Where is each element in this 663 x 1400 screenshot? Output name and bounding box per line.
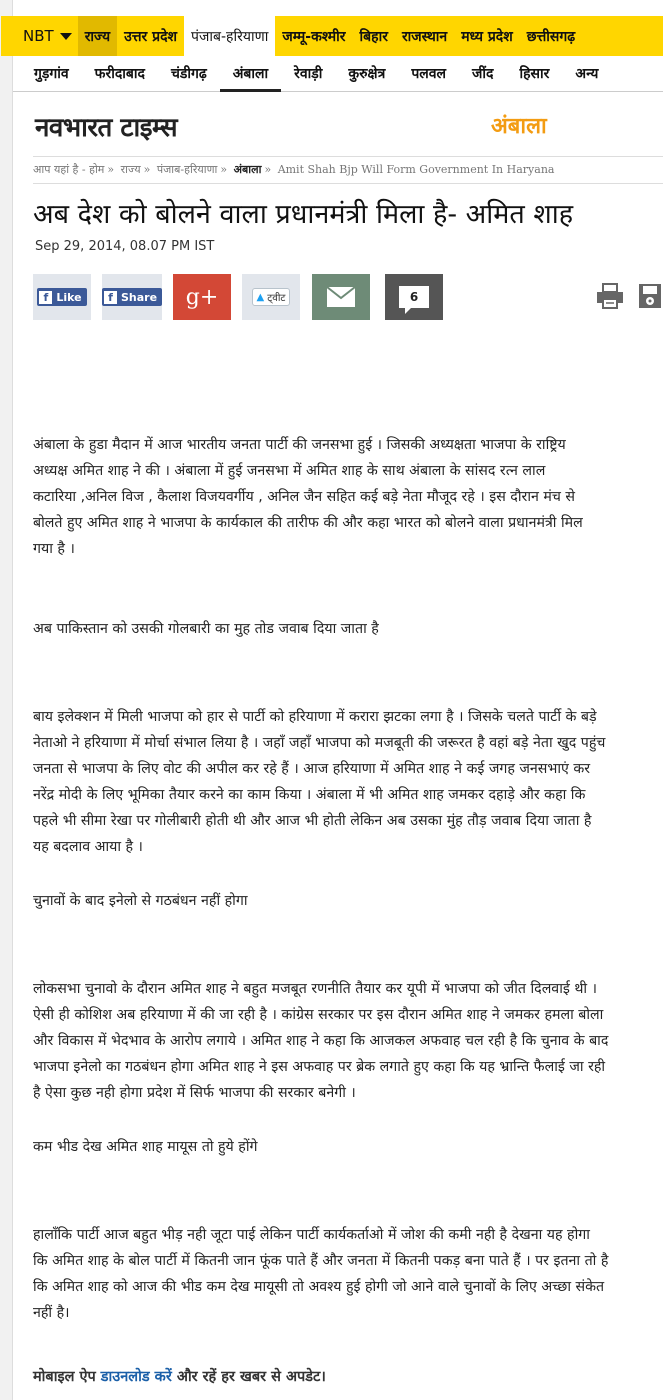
facebook-share-button[interactable] xyxy=(102,274,162,320)
sub-nav-item-chandigarh[interactable]: चंडीगढ़ xyxy=(170,66,207,82)
sub-nav-item-ambala[interactable]: अंबाला xyxy=(220,56,281,92)
article-line: नरेंद्र मोदी के लिए भूमिका तैयार करने का काम किया । अंबाला में भी अमित शाह जमकर दहाड़े और कहा कि xyxy=(33,787,586,803)
nbt-menu[interactable] xyxy=(1,16,78,56)
article-line: हालाँकि पार्टी आज बहुत भीड़ नही जूटा पाई लेकिन पार्टी कार्यकर्ताओ में जोश की कमी नही है देखना यह होगा xyxy=(33,1227,590,1243)
article-line: ऐसी ही कोशिश अब हरियाणा में की जा रही है । कांग्रेस सरकार पर इस दौरान अमित शाह ने जमकर हमला बोला xyxy=(33,1007,604,1023)
sub-nav-item-faridabad[interactable]: फरीदाबाद xyxy=(94,66,145,82)
app-promo-suffix: और रहें हर खबर से अपडेट। xyxy=(176,1369,326,1385)
breadcrumb-separator: » xyxy=(107,163,115,176)
article-line: भाजपा इनेलो का गठबंधन होगा अमित शाह ने इस अफवाह पर ब्रेक लगाते हुए कहा कि यह भ्रान्ति फैलाई जा रही xyxy=(33,1059,606,1075)
spacer xyxy=(33,642,663,704)
article-subheading: चुनावों के बाद इनेलो से गठबंधन नहीं होगा xyxy=(33,893,248,909)
print-icon[interactable] xyxy=(596,283,624,309)
tweet-box xyxy=(252,288,291,306)
article-line: नहीं है। xyxy=(33,1305,70,1321)
article-line: कटारिया ,अनिल विज , कैलाश विजयवर्गीय , अनिल जैन सहित कई बड़े नेता मौजूद रहे । इस दौरान मंच से xyxy=(33,489,575,505)
breadcrumb-current: Amit Shah Bjp Will Form Government In Haryana xyxy=(277,163,555,176)
divider xyxy=(33,183,663,184)
sub-nav-item-rewari[interactable]: रेवाड़ी xyxy=(294,66,323,82)
comment-bubble-icon xyxy=(399,286,429,308)
top-nav-item-punjab-haryana[interactable]: पंजाब-हरियाणा xyxy=(184,16,275,56)
nbt-label: NBT xyxy=(23,27,54,45)
article-subheading: कम भीड देख अमित शाह मायूस तो हुये होंगे xyxy=(33,1139,258,1155)
sub-nav-item-other[interactable]: अन्य xyxy=(575,66,599,82)
article-line: जनता से भाजपा के लिए वोट की अपील कर रहे हैं । आज हरियाणा में अमित शाह ने कई जगह जनसभाएं कर xyxy=(33,761,591,777)
sub-nav-item-gurgaon[interactable]: गुड़गांव xyxy=(34,66,69,82)
article-body xyxy=(33,432,663,1326)
tweet-label: ट्वीट xyxy=(267,293,286,304)
facebook-share-box xyxy=(102,288,162,306)
divider xyxy=(33,156,663,157)
article-line: नेताओ ने हरियाणा में मोर्चा संभाल लिया है । जहाँ जहाँ भाजपा को मजबूती की जरूरत है वहां बड़े नेता खुद पहुंच xyxy=(33,735,606,751)
breadcrumb-rajya[interactable]: राज्य xyxy=(120,163,141,176)
top-nav-item-rajya[interactable]: राज्य xyxy=(78,16,117,56)
facebook-like-box xyxy=(37,288,86,306)
article-line: और विकास में भेदभाव के आरोप लगाये । अमित शाह ने कहा कि आजकल अफवाह चल रही है कि चुनाव के बाद xyxy=(33,1033,609,1049)
article-line: बाय इलेक्शन में मिली भाजपा को हार से पार्टी को हरियाणा में करारा झटका लगा है । जिसके चलते पार्टी के बड़े xyxy=(33,709,597,725)
section-title[interactable]: अंबाला xyxy=(491,114,547,139)
article-line: यह बदलाव आया है । xyxy=(33,839,143,855)
comment-count: 6 xyxy=(409,290,419,304)
spacer xyxy=(33,1106,663,1134)
twitter-bird-icon: ▲ xyxy=(256,291,265,303)
facebook-like-label: Like xyxy=(56,290,82,304)
spacer xyxy=(33,914,663,976)
breadcrumb-separator: » xyxy=(264,163,272,176)
page xyxy=(12,0,663,1400)
breadcrumb xyxy=(33,162,554,177)
sub-nav-item-kurukshetra[interactable]: कुरुक्षेत्र xyxy=(348,66,386,82)
article-line: कि अमित शाह को आज की भीड कम देख मायूसी तो अवश्य हुई होगी जो आने वाले चुनावों के लिए अच्छा संकेत xyxy=(33,1279,605,1295)
facebook-share-label: Share xyxy=(120,290,158,304)
email-share-button[interactable] xyxy=(312,274,370,320)
spacer xyxy=(33,860,663,888)
breadcrumb-separator: » xyxy=(143,163,151,176)
article-line: कि अमित शाह के बोल पार्टी में कितनी जान फूंक पाते हैं और जनता में कितनी पकड़ बना पाते हैं । पर इतना तो है xyxy=(33,1253,609,1269)
article-headline: अब देश को बोलने वाला प्रधानमंत्री मिला है- अमित शाह xyxy=(33,199,574,230)
breadcrumb-punjab-haryana[interactable]: पंजाब-हरियाणा xyxy=(156,163,218,176)
breadcrumb-ambala[interactable]: अंबाला xyxy=(233,163,262,176)
save-icon[interactable] xyxy=(638,283,662,309)
top-nav-item-uttar-pradesh[interactable]: उत्तर प्रदेश xyxy=(124,28,178,45)
spacer xyxy=(33,1160,663,1222)
article-subheading: अब पाकिस्तान को उसकी गोलबारी का मुह तोड जवाब दिया जाता है xyxy=(33,621,379,637)
article-line: पहले भी सीमा रेखा पर गोलीबारी होती थी और आज भी होती लेकिन अब उसका मुंह तौड़ जवाब दिया जाता है xyxy=(33,813,592,829)
app-promo-prefix: मोबाइल ऐप xyxy=(33,1369,96,1385)
envelope-icon xyxy=(326,286,356,308)
top-nav-item-chhattisgarh[interactable]: छत्तीसगढ़ xyxy=(526,28,576,45)
sub-nav-item-palwal[interactable]: पलवल xyxy=(411,66,447,82)
caret-down-icon xyxy=(60,33,72,40)
sub-nav xyxy=(13,56,663,92)
facebook-icon: f xyxy=(104,291,117,304)
breadcrumb-separator: » xyxy=(220,163,228,176)
sub-nav-item-hisar[interactable]: हिसार xyxy=(519,66,550,82)
google-plus-icon: g+ xyxy=(185,284,219,310)
google-plus-button[interactable] xyxy=(173,274,231,320)
breadcrumb-home[interactable]: होम xyxy=(89,163,105,176)
comments-button[interactable] xyxy=(385,274,443,320)
site-logo[interactable]: नवभारत टाइम्स xyxy=(35,113,178,143)
article-line: गया है । xyxy=(33,541,75,557)
article-line: अध्यक्ष अमित शाह ने की । अंबाला में हुई जनसभा में अमित शाह के साथ अंबाला के सांसद रत्न लाल xyxy=(33,463,546,479)
breadcrumb-prefix: आप यहां है - xyxy=(33,163,86,176)
tweet-button[interactable] xyxy=(242,274,300,320)
article-date: Sep 29, 2014, 08.07 PM IST xyxy=(35,239,215,254)
app-promo xyxy=(33,1366,326,1386)
facebook-icon: f xyxy=(39,291,52,304)
article-line: अंबाला के हुडा मैदान में आज भारतीय जनता पार्टी की जनसभा हुई । जिसकी अध्यक्षता भाजपा के राष्ट्रिय xyxy=(33,437,566,453)
article-line: लोकसभा चुनावो के दौरान अमित शाह ने बहुत मजबूत रणनीति तैयार कर यूपी में भाजपा को जीत दिलवाई थी । xyxy=(33,981,597,997)
top-nav-item-rajasthan[interactable]: राजस्थान xyxy=(401,28,448,45)
app-download-link[interactable]: डाउनलोड करें xyxy=(100,1369,172,1385)
facebook-like-button[interactable] xyxy=(33,274,91,320)
top-nav-item-bihar[interactable]: बिहार xyxy=(359,28,388,45)
article-line: बोलते हुए अमित शाह ने भाजपा के कार्यकाल की तारीफ की और कहा भारत को बोलने वाला प्रधानमंत्री मिल xyxy=(33,515,583,531)
top-nav-item-madhya-pradesh[interactable]: मध्य प्रदेश xyxy=(461,28,513,45)
article-line: है ऐसा कुछ नही होगा प्रदेश में सिर्फ भाजपा की सरकार बनेगी । xyxy=(33,1085,356,1101)
sub-nav-item-jind[interactable]: जींद xyxy=(472,66,494,82)
spacer xyxy=(33,562,663,616)
top-nav xyxy=(1,16,663,56)
top-nav-item-jammu-kashmir[interactable]: जम्मू-कश्मीर xyxy=(282,28,346,45)
